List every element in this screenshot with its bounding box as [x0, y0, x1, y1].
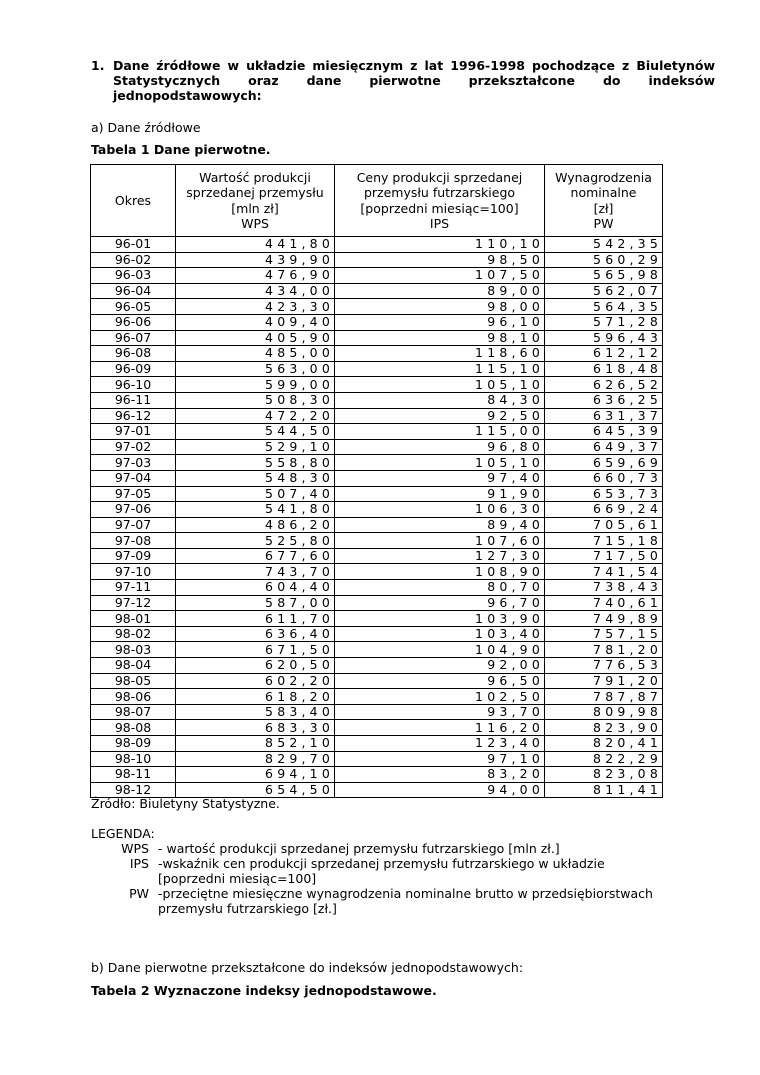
pw-cell: 542,35	[545, 237, 663, 253]
ips-cell: 89,40	[335, 517, 545, 533]
header-line: [poprzedni miesiąc=100]	[360, 200, 519, 216]
table-row	[91, 502, 663, 518]
ips-cell: 107,50	[335, 268, 545, 284]
table-row	[91, 642, 663, 658]
pw-cell: 822,29	[545, 751, 663, 767]
wps-cell: 683,30	[176, 720, 335, 736]
ips-cell: 118,60	[335, 346, 545, 362]
okres-cell: 97-02	[91, 439, 176, 455]
ips-cell: 103,90	[335, 611, 545, 627]
okres-cell: 96-05	[91, 299, 176, 315]
okres-cell: 98-01	[91, 611, 176, 627]
okres-cell: 98-08	[91, 720, 176, 736]
table-row	[91, 439, 663, 455]
legend-description: przemysłu futrzarskiego [zł.]	[158, 901, 337, 916]
wps-cell: 852,10	[176, 736, 335, 752]
pw-cell: 596,43	[545, 330, 663, 346]
okres-cell: 97-11	[91, 580, 176, 596]
ips-cell: 105,10	[335, 455, 545, 471]
heading-line-1: Dane źródłowe w układzie miesięcznym z lat 1996-1998 pochodzące z Biuletynów	[113, 58, 715, 73]
header-line: [zł]	[593, 200, 614, 216]
table-row	[91, 751, 663, 767]
ips-cell: 104,90	[335, 642, 545, 658]
wps-cell: 671,50	[176, 642, 335, 658]
pw-cell: 560,29	[545, 252, 663, 268]
wps-cell: 602,20	[176, 673, 335, 689]
pw-cell: 649,37	[545, 439, 663, 455]
okres-cell: 97-08	[91, 533, 176, 549]
legend-key: PW	[129, 886, 149, 901]
header-line: [mln zł]	[231, 200, 279, 216]
table-row	[91, 548, 663, 564]
table-row	[91, 767, 663, 783]
wps-cell: 476,90	[176, 268, 335, 284]
table-row	[91, 237, 663, 253]
legend-description: -przeciętne miesięczne wynagrodzenia nominalne brutto w przedsiębiorstwach	[158, 886, 653, 901]
table-row	[91, 720, 663, 736]
pw-cell: 823,90	[545, 720, 663, 736]
table-row	[91, 330, 663, 346]
okres-cell: 97-12	[91, 595, 176, 611]
header-line: Wynagrodzenia	[555, 169, 652, 185]
ips-cell: 127,30	[335, 548, 545, 564]
table1-caption: Tabela 1 Dane pierwotne.	[91, 142, 271, 157]
wps-cell: 441,80	[176, 237, 335, 253]
pw-cell: 571,28	[545, 314, 663, 330]
ips-cell: 80,70	[335, 580, 545, 596]
ips-cell: 92,00	[335, 658, 545, 674]
ips-cell: 84,30	[335, 392, 545, 408]
ips-cell: 105,10	[335, 377, 545, 393]
wps-cell: 611,70	[176, 611, 335, 627]
wps-cell: 525,80	[176, 533, 335, 549]
pw-cell: 776,53	[545, 658, 663, 674]
section-a-label: a) Dane źródłowe	[91, 120, 201, 135]
okres-cell: 96-09	[91, 361, 176, 377]
pw-cell: 565,98	[545, 268, 663, 284]
header-line: Wartość produkcji	[199, 169, 311, 185]
okres-cell: 98-04	[91, 658, 176, 674]
ips-cell: 110,10	[335, 237, 545, 253]
ips-cell: 92,50	[335, 408, 545, 424]
ips-cell: 91,90	[335, 486, 545, 502]
column-header-okres	[91, 165, 176, 237]
legend-description: - wartość produkcji sprzedanej przemysłu futrzarskiego [mln zł.]	[158, 841, 560, 856]
ips-cell: 96,80	[335, 439, 545, 455]
okres-cell: 96-08	[91, 346, 176, 362]
pw-cell: 809,98	[545, 704, 663, 720]
wps-cell: 599,00	[176, 377, 335, 393]
table1-header-row	[91, 165, 663, 237]
okres-cell: 97-06	[91, 502, 176, 518]
okres-cell: 97-09	[91, 548, 176, 564]
ips-cell: 106,30	[335, 502, 545, 518]
ips-cell: 98,50	[335, 252, 545, 268]
table-row	[91, 268, 663, 284]
pw-cell: 787,87	[545, 689, 663, 705]
okres-cell: 98-11	[91, 767, 176, 783]
wps-cell: 434,00	[176, 283, 335, 299]
wps-cell: 423,30	[176, 299, 335, 315]
table-row	[91, 283, 663, 299]
pw-cell: 717,50	[545, 548, 663, 564]
ips-cell: 98,10	[335, 330, 545, 346]
ips-cell: 108,90	[335, 564, 545, 580]
table-row	[91, 611, 663, 627]
heading-line-2: Statystycznych oraz dane pierwotne przekształcone do indeksów	[113, 73, 715, 88]
wps-cell: 636,40	[176, 626, 335, 642]
wps-cell: 439,90	[176, 252, 335, 268]
pw-cell: 705,61	[545, 517, 663, 533]
wps-cell: 558,80	[176, 455, 335, 471]
okres-cell: 96-10	[91, 377, 176, 393]
legend-description: [poprzedni miesiąc=100]	[158, 871, 317, 886]
table-row	[91, 314, 663, 330]
header-line: IPS	[429, 216, 450, 231]
pw-cell: 653,73	[545, 486, 663, 502]
pw-cell: 669,24	[545, 502, 663, 518]
pw-cell: 645,39	[545, 424, 663, 440]
wps-cell: 486,20	[176, 517, 335, 533]
okres-cell: 98-07	[91, 704, 176, 720]
wps-cell: 508,30	[176, 392, 335, 408]
wps-cell: 620,50	[176, 658, 335, 674]
okres-cell: 98-02	[91, 626, 176, 642]
okres-cell: 96-12	[91, 408, 176, 424]
pw-cell: 564,35	[545, 299, 663, 315]
header-line: Ceny produkcji sprzedanej	[356, 169, 523, 185]
ips-cell: 115,10	[335, 361, 545, 377]
pw-cell: 757,15	[545, 626, 663, 642]
table-row	[91, 517, 663, 533]
pw-cell: 811,41	[545, 782, 663, 798]
ips-cell: 89,00	[335, 283, 545, 299]
table-row	[91, 408, 663, 424]
wps-cell: 507,40	[176, 486, 335, 502]
okres-cell: 97-03	[91, 455, 176, 471]
legend-key: IPS	[129, 856, 149, 871]
wps-cell: 604,40	[176, 580, 335, 596]
wps-cell: 563,00	[176, 361, 335, 377]
pw-cell: 823,08	[545, 767, 663, 783]
table-row	[91, 424, 663, 440]
pw-cell: 562,07	[545, 283, 663, 299]
ips-cell: 96,10	[335, 314, 545, 330]
wps-cell: 583,40	[176, 704, 335, 720]
wps-cell: 743,70	[176, 564, 335, 580]
table-row	[91, 595, 663, 611]
table-row	[91, 533, 663, 549]
ips-cell: 102,50	[335, 689, 545, 705]
pw-cell: 781,20	[545, 642, 663, 658]
okres-cell: 97-05	[91, 486, 176, 502]
wps-cell: 544,50	[176, 424, 335, 440]
table-row	[91, 392, 663, 408]
header-line: PW	[593, 216, 614, 231]
pw-cell: 660,73	[545, 470, 663, 486]
okres-cell: 98-03	[91, 642, 176, 658]
okres-cell: 98-10	[91, 751, 176, 767]
table-row	[91, 252, 663, 268]
header-line: nominalne	[570, 185, 637, 200]
ips-cell: 107,60	[335, 533, 545, 549]
okres-cell: 96-03	[91, 268, 176, 284]
table-row	[91, 704, 663, 720]
ips-cell: 94,00	[335, 782, 545, 798]
column-header-ips	[335, 165, 545, 237]
okres-cell: 96-07	[91, 330, 176, 346]
section-heading	[91, 58, 715, 103]
ips-cell: 116,20	[335, 720, 545, 736]
wps-cell: 694,10	[176, 767, 335, 783]
source-note: Źródło: Biuletyny Statystyzne.	[91, 796, 280, 811]
ips-cell: 83,20	[335, 767, 545, 783]
ips-cell: 115,00	[335, 424, 545, 440]
heading-line-3: jednopodstawowych:	[113, 88, 262, 103]
ips-cell: 96,50	[335, 673, 545, 689]
ips-cell: 98,00	[335, 299, 545, 315]
okres-cell: 96-11	[91, 392, 176, 408]
pw-cell: 618,48	[545, 361, 663, 377]
wps-cell: 405,90	[176, 330, 335, 346]
table-row	[91, 673, 663, 689]
pw-cell: 631,37	[545, 408, 663, 424]
table2-caption: Tabela 2 Wyznaczone indeksy jednopodstawowe.	[91, 983, 437, 998]
wps-cell: 587,00	[176, 595, 335, 611]
okres-cell: 98-12	[91, 782, 176, 798]
pw-cell: 612,12	[545, 346, 663, 362]
table-row	[91, 346, 663, 362]
column-header-wps	[176, 165, 335, 237]
header-line: sprzedanej przemysłu	[186, 185, 324, 200]
table-row	[91, 689, 663, 705]
section-b-label: b) Dane pierwotne przekształcone do indeksów jednopodstawowych:	[91, 960, 524, 975]
column-header-pw	[545, 165, 663, 237]
okres-cell: 96-04	[91, 283, 176, 299]
okres-cell: 96-02	[91, 252, 176, 268]
okres-cell: 97-07	[91, 517, 176, 533]
header-line: Okres	[114, 192, 152, 208]
wps-cell: 677,60	[176, 548, 335, 564]
ips-cell: 97,40	[335, 470, 545, 486]
wps-cell: 829,70	[176, 751, 335, 767]
okres-cell: 98-05	[91, 673, 176, 689]
wps-cell: 654,50	[176, 782, 335, 798]
wps-cell: 409,40	[176, 314, 335, 330]
okres-cell: 98-06	[91, 689, 176, 705]
okres-cell: 97-01	[91, 424, 176, 440]
wps-cell: 541,80	[176, 502, 335, 518]
wps-cell: 485,00	[176, 346, 335, 362]
wps-cell: 548,30	[176, 470, 335, 486]
ips-cell: 123,40	[335, 736, 545, 752]
wps-cell: 529,10	[176, 439, 335, 455]
pw-cell: 791,20	[545, 673, 663, 689]
pw-cell: 749,89	[545, 611, 663, 627]
pw-cell: 636,25	[545, 392, 663, 408]
ips-cell: 103,40	[335, 626, 545, 642]
table1-data-table	[90, 164, 663, 798]
table-row	[91, 658, 663, 674]
okres-cell: 97-04	[91, 470, 176, 486]
legend-key: WPS	[121, 841, 149, 856]
ips-cell: 96,70	[335, 595, 545, 611]
legend-title: LEGENDA:	[91, 826, 155, 841]
ips-cell: 93,70	[335, 704, 545, 720]
okres-cell: 96-01	[91, 237, 176, 253]
table-row	[91, 580, 663, 596]
legend-description: -wskaźnik cen produkcji sprzedanej przemysłu futrzarskiego w układzie	[158, 856, 605, 871]
header-line: przemysłu futrzarskiego	[363, 185, 516, 200]
wps-cell: 618,20	[176, 689, 335, 705]
table-row	[91, 377, 663, 393]
pw-cell: 715,18	[545, 533, 663, 549]
pw-cell: 626,52	[545, 377, 663, 393]
table-row	[91, 486, 663, 502]
table-row	[91, 564, 663, 580]
okres-cell: 97-10	[91, 564, 176, 580]
table-row	[91, 455, 663, 471]
pw-cell: 820,41	[545, 736, 663, 752]
pw-cell: 738,43	[545, 580, 663, 596]
ips-cell: 97,10	[335, 751, 545, 767]
header-line: WPS	[241, 216, 269, 231]
pw-cell: 740,61	[545, 595, 663, 611]
pw-cell: 659,69	[545, 455, 663, 471]
pw-cell: 741,54	[545, 564, 663, 580]
table-row	[91, 626, 663, 642]
okres-cell: 96-06	[91, 314, 176, 330]
table-row	[91, 736, 663, 752]
table-row	[91, 299, 663, 315]
wps-cell: 472,20	[176, 408, 335, 424]
table-row	[91, 470, 663, 486]
table-row	[91, 361, 663, 377]
okres-cell: 98-09	[91, 736, 176, 752]
heading-number: 1.	[91, 58, 105, 73]
